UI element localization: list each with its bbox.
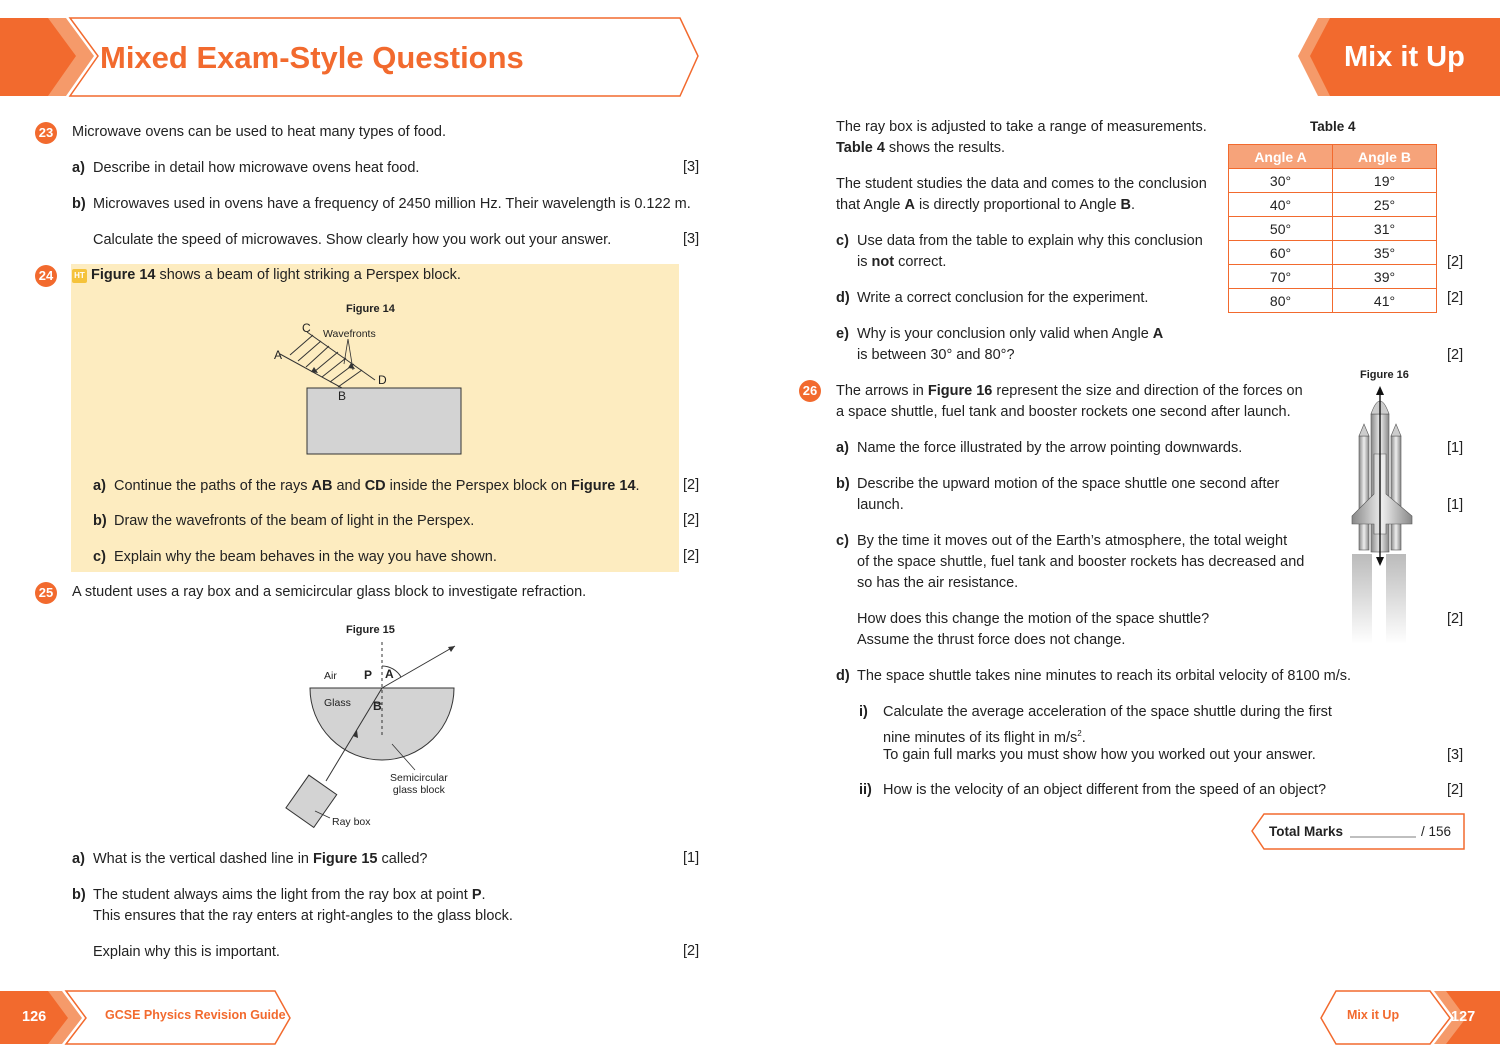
q24b-label: b) xyxy=(93,513,107,529)
q25c-text: Use data from the table to explain why this conclusion xyxy=(857,233,1203,249)
q24c-text: Explain why the beam behaves in the way you have shown. xyxy=(114,549,497,565)
q25b-text2: This ensures that the ray enters at right-angles to the glass block. xyxy=(93,908,513,924)
table-cell: 19° xyxy=(1333,169,1437,193)
fig15-label-block: Semicircular glass block xyxy=(390,772,448,796)
table-header-angle-b: Angle B xyxy=(1333,145,1437,169)
table-4 xyxy=(1228,144,1437,313)
q26d-text: The space shuttle takes nine minutes to reach its orbital velocity of 8100 m/s. xyxy=(857,668,1352,684)
fig14-label-wavefronts: Wavefronts xyxy=(323,328,376,340)
figure-15-diagram xyxy=(270,636,470,836)
fig14-label-c: C xyxy=(302,321,311,335)
q25e-text2: is between 30° and 80°? xyxy=(857,347,1015,363)
figure-14-caption: Figure 14 xyxy=(346,303,395,315)
table-cell: 41° xyxy=(1333,289,1437,313)
q25d-label: d) xyxy=(836,290,850,306)
q26dii-mark: [2] xyxy=(1447,782,1464,798)
table-cell: 50° xyxy=(1229,217,1333,241)
q23-stem: Microwave ovens can be used to heat many types of food. xyxy=(72,124,446,140)
q24b-mark: [2] xyxy=(683,512,700,528)
q25b-label: b) xyxy=(72,887,86,903)
fig15-label-a: A xyxy=(385,667,394,681)
q26di-label: i) xyxy=(859,704,868,720)
q24-stem: Figure 14 shows a beam of light striking a Perspex block. xyxy=(91,267,461,283)
q25e-mark: [2] xyxy=(1447,347,1464,363)
q25c-mark: [2] xyxy=(1447,254,1464,270)
table-cell: 80° xyxy=(1229,289,1333,313)
table-header-angle-a: Angle A xyxy=(1229,145,1333,169)
q25e-label: e) xyxy=(836,326,849,342)
footer-book-title: GCSE Physics Revision Guide xyxy=(105,1008,286,1022)
fig15-label-p: P xyxy=(364,668,373,682)
left-page-number: 126 xyxy=(22,1009,47,1025)
figure-16-space-shuttle xyxy=(1340,384,1430,646)
question-number-24: 24 xyxy=(35,265,57,287)
section-title: Mix it Up xyxy=(1344,41,1465,73)
q26c-label: c) xyxy=(836,533,849,549)
q26di-mark: [3] xyxy=(1447,747,1464,763)
q26c-text: By the time it moves out of the Earth’s atmosphere, the total weight xyxy=(857,533,1288,549)
question-number-25: 25 xyxy=(35,582,57,604)
q26a-text: Name the force illustrated by the arrow pointing downwards. xyxy=(857,440,1243,456)
q24a-text: Continue the paths of the rays AB and CD inside the Perspex block on Figure 14. xyxy=(114,478,640,494)
q25e-text: Why is your conclusion only valid when Angle A xyxy=(857,326,1164,342)
q25-cont-line3: The student studies the data and comes to the conclusion xyxy=(836,176,1207,192)
q23b-text2: Calculate the speed of microwaves. Show clearly how you work out your answer. xyxy=(93,232,612,248)
q23b-text: Microwaves used in ovens have a frequency of 2450 million Hz. Their wavelength is 0.122 m. xyxy=(93,196,691,212)
q24c-mark: [2] xyxy=(683,548,700,564)
question-number-23: 23 xyxy=(35,122,57,144)
q23a-mark: [3] xyxy=(683,159,700,175)
table-cell: 60° xyxy=(1229,241,1333,265)
figure-15-caption: Figure 15 xyxy=(346,624,395,636)
q26b-text: Describe the upward motion of the space shuttle one second after xyxy=(857,476,1280,492)
q24a-mark: [2] xyxy=(683,477,700,493)
q26d-label: d) xyxy=(836,668,850,684)
figure-16-caption: Figure 16 xyxy=(1360,369,1409,381)
fig15-label-raybox: Ray box xyxy=(332,816,371,828)
table-cell: 35° xyxy=(1333,241,1437,265)
table-cell: 40° xyxy=(1229,193,1333,217)
q26dii-label: ii) xyxy=(859,782,872,798)
table-4-caption: Table 4 xyxy=(1310,119,1356,134)
table-cell: 70° xyxy=(1229,265,1333,289)
q26c-text3: so has the air resistance. xyxy=(857,575,1019,591)
fig15-label-glass: Glass xyxy=(324,697,351,709)
q26a-mark: [1] xyxy=(1447,440,1464,456)
q26a-label: a) xyxy=(836,440,849,456)
q25-cont-line1: The ray box is adjusted to take a range of measurements. xyxy=(836,119,1207,135)
fig14-label-b: B xyxy=(338,389,347,403)
q26b-label: b) xyxy=(836,476,850,492)
q26c-text2: of the space shuttle, fuel tank and booster rockets has decreased and xyxy=(857,554,1305,570)
q23a-text: Describe in detail how microwave ovens heat food. xyxy=(93,160,420,176)
table-cell: 30° xyxy=(1229,169,1333,193)
q23b-mark: [3] xyxy=(683,231,700,247)
q24b-text: Draw the wavefronts of the beam of light in the Perspex. xyxy=(114,513,475,529)
q25-stem: A student uses a ray box and a semicircular glass block to investigate refraction. xyxy=(72,584,587,600)
q26-stem2: a space shuttle, fuel tank and booster rockets one second after launch. xyxy=(836,404,1291,420)
q25b-mark: [2] xyxy=(683,943,700,959)
q25d-mark: [2] xyxy=(1447,290,1464,306)
table-cell: 25° xyxy=(1333,193,1437,217)
q26c-text5: Assume the thrust force does not change. xyxy=(857,632,1126,648)
table-cell: 31° xyxy=(1333,217,1437,241)
q25b-text: The student always aims the light from the ray box at point P. xyxy=(93,887,486,903)
right-page-number: 127 xyxy=(1451,1009,1476,1025)
q26di-text2: nine minutes of its flight in $m/s^2$. xyxy=(883,729,1086,746)
fig14-label-a: A xyxy=(274,348,283,362)
q25a-mark: [1] xyxy=(683,850,700,866)
question-number-26: 26 xyxy=(799,380,821,402)
q25a-label: a) xyxy=(72,851,85,867)
q24c-label: c) xyxy=(93,549,106,565)
q25c-text2: is not correct. xyxy=(857,254,947,270)
fig14-label-d: D xyxy=(378,373,387,387)
q26di-text: Calculate the average acceleration of the space shuttle during the first xyxy=(883,704,1332,720)
q26b-mark: [1] xyxy=(1447,497,1464,513)
q25-cont-line2: Table 4 shows the results. xyxy=(836,140,1005,156)
q25d-text: Write a correct conclusion for the experiment. xyxy=(857,290,1149,306)
page-title: Mixed Exam-Style Questions xyxy=(100,40,524,75)
q26-stem: The arrows in Figure 16 represent the size and direction of the forces on xyxy=(836,383,1303,399)
table-cell: 39° xyxy=(1333,265,1437,289)
q26di-text3: To gain full marks you must show how you worked out your answer. xyxy=(883,747,1316,763)
q25b-text3: Explain why this is important. xyxy=(93,944,280,960)
q26dii-text: How is the velocity of an object different from the speed of an object? xyxy=(883,782,1327,798)
q23b-label: b) xyxy=(72,196,86,212)
q26c-text4: How does this change the motion of the space shuttle? xyxy=(857,611,1210,627)
q26b-text2: launch. xyxy=(857,497,904,513)
total-marks-label: Total Marks xyxy=(1269,824,1344,839)
footer-section-name: Mix it Up xyxy=(1347,1008,1400,1022)
q25-cont-line4: that Angle A is directly proportional to Angle B. xyxy=(836,197,1136,213)
q25c-label: c) xyxy=(836,233,849,249)
total-marks-value: / 156 xyxy=(1421,824,1452,839)
q23a-label: a) xyxy=(72,160,85,176)
q24a-label: a) xyxy=(93,478,106,494)
fig15-label-b: B xyxy=(373,699,382,713)
q26c-mark: [2] xyxy=(1447,611,1464,627)
q25a-text: What is the vertical dashed line in Figure 15 called? xyxy=(93,851,428,867)
higher-tier-badge: HT xyxy=(72,269,87,283)
fig15-label-air: Air xyxy=(324,670,337,682)
